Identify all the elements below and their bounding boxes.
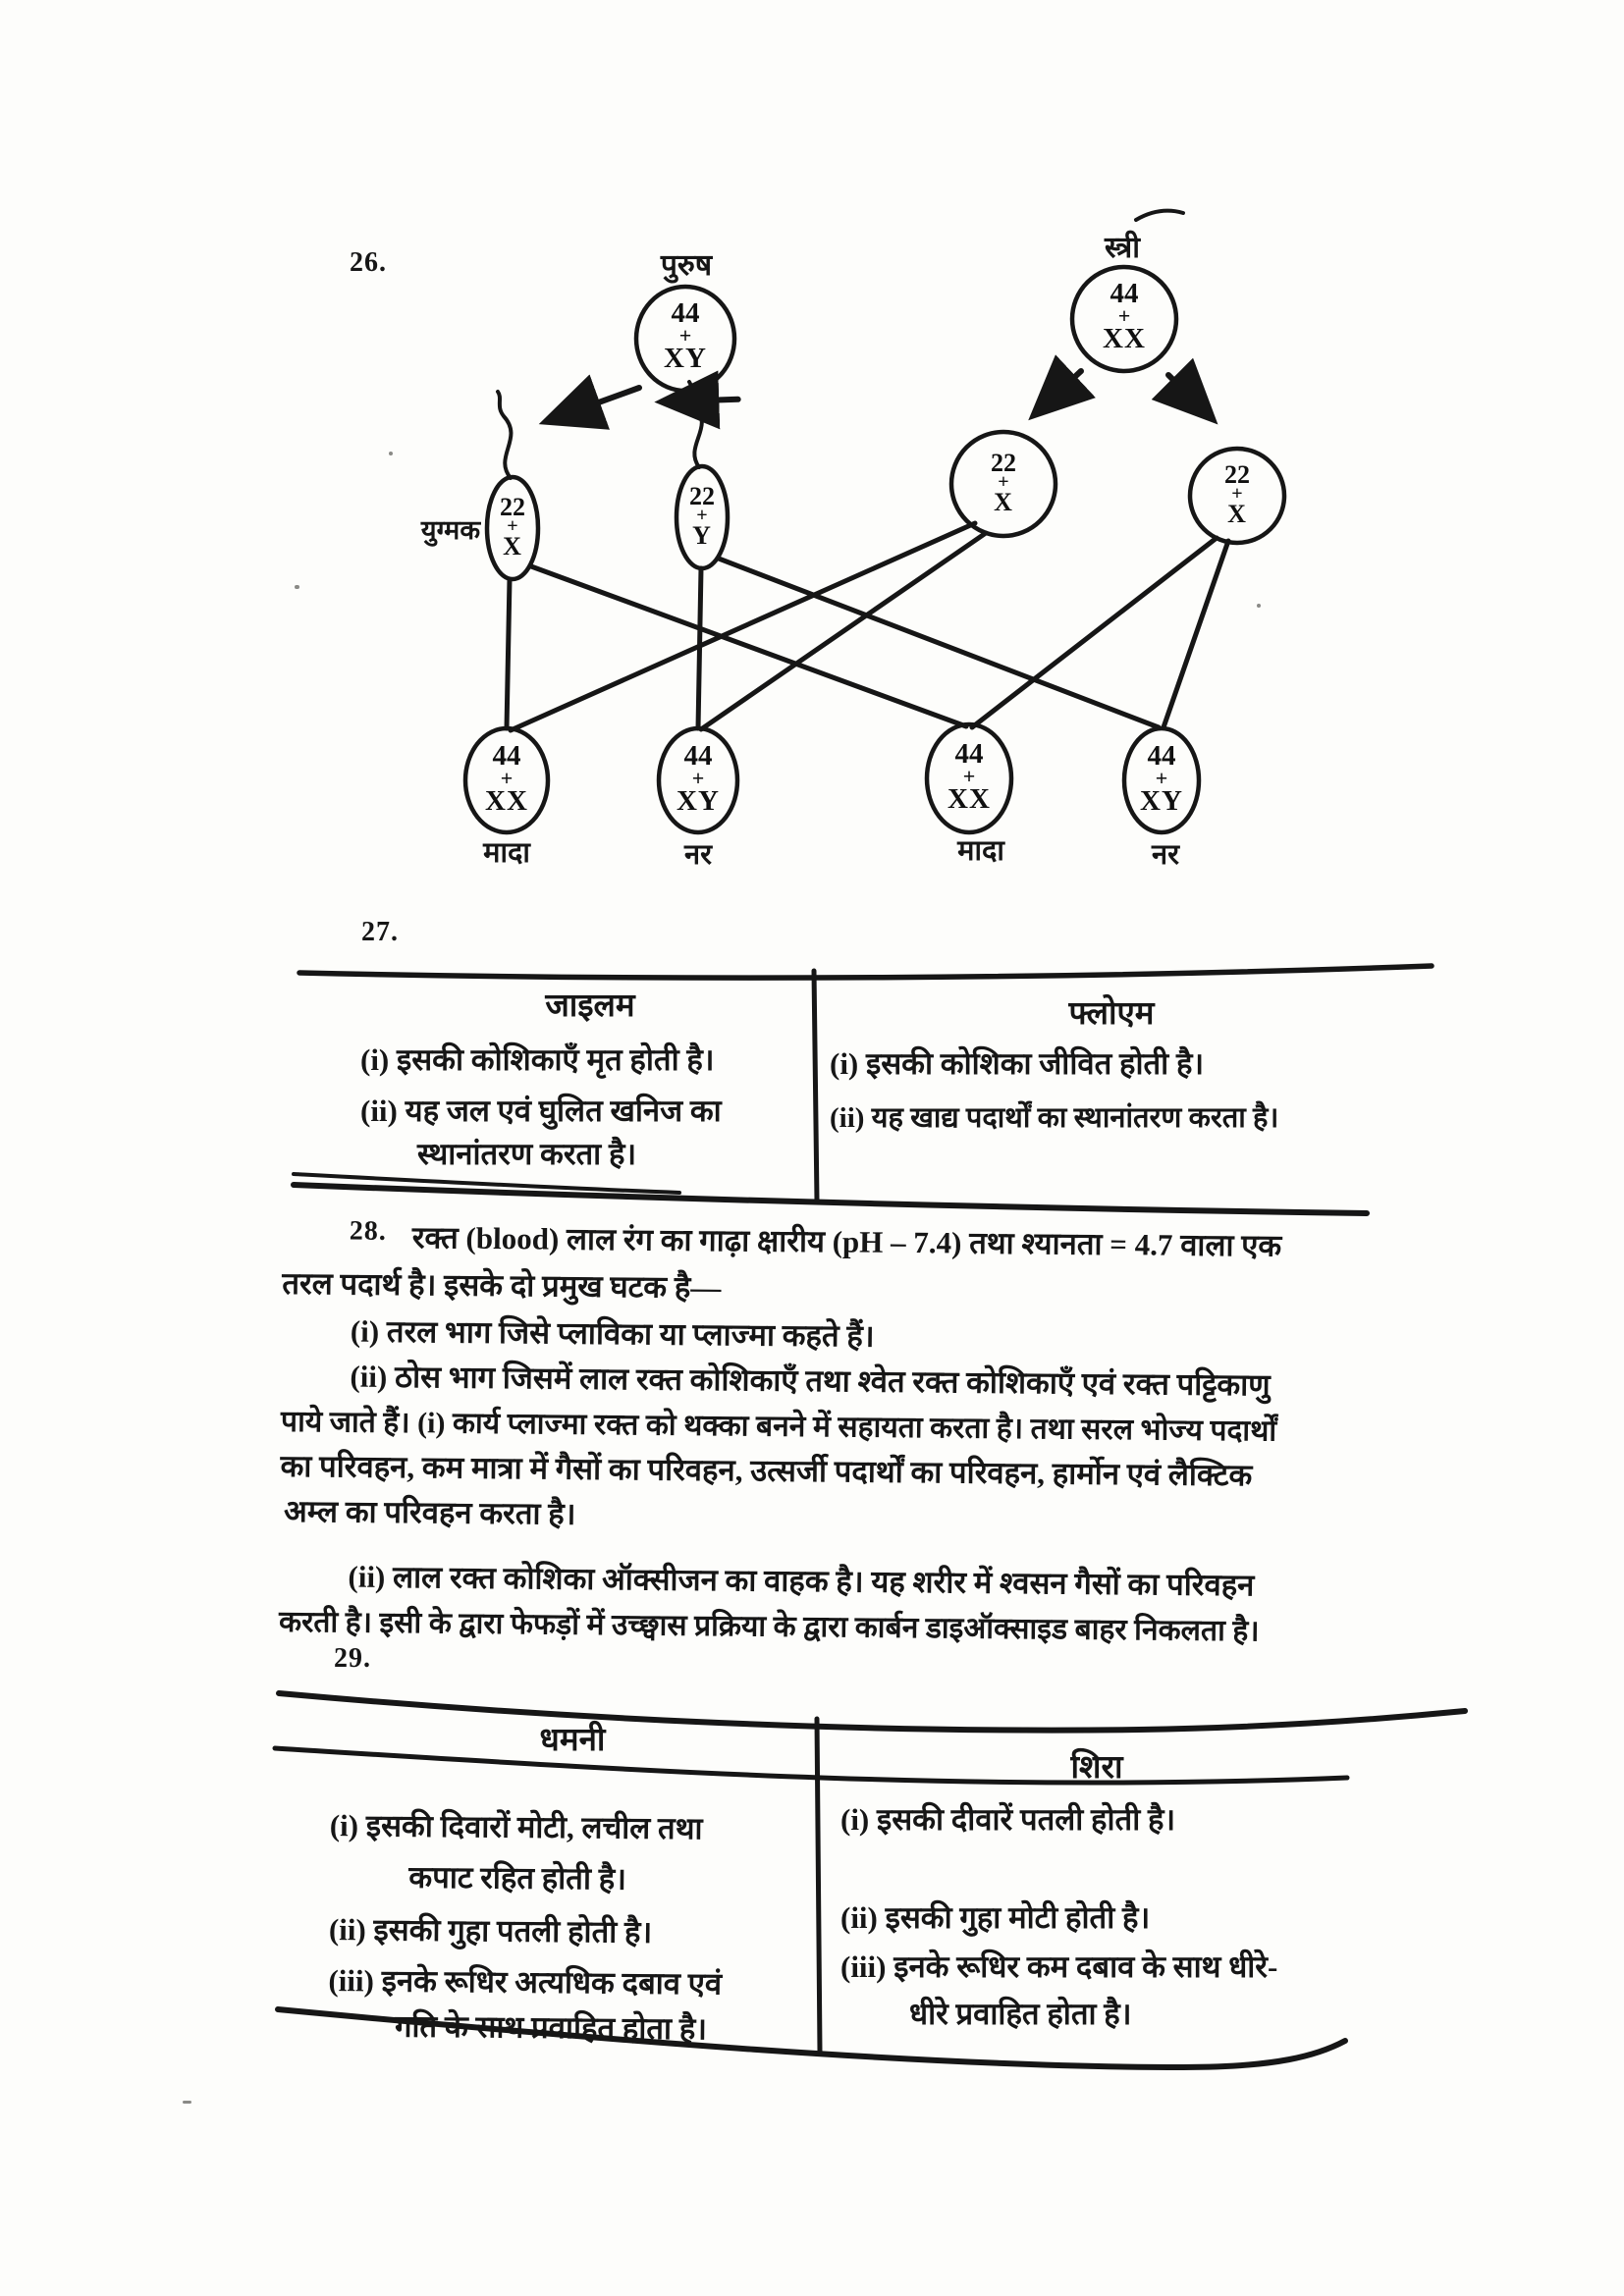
table29-right-row: (i) इसकी दीवारें पतली होती है। [840, 1802, 1176, 1837]
male-parent-genotype: 44 + XY [664, 297, 707, 374]
offspring1-genotype: 44 + XX [485, 740, 528, 817]
table27-right-row: (ii) यह खाद्य पदार्थों का स्थानांतरण करता है। [830, 1102, 1279, 1134]
gamete-label: युग्मक [420, 515, 481, 545]
table29-left-row: (iii) इनके रूधिर अत्यधिक दबाव एवं [328, 1962, 723, 2002]
table27-left-row: स्थानांतरण करता है। [417, 1137, 637, 1171]
offspring3-sex-label: मादा [957, 835, 1004, 867]
offspring3-genotype: 44 + XX [947, 738, 991, 815]
gamete3-genotype: 22 + X [991, 449, 1016, 516]
para28-line: रक्त (blood) लाल रंग का गाढ़ा क्षारीय (pH – 7.4) तथा श्यानता = 4.7 वाला एक [411, 1220, 1282, 1263]
table27-left-header: जाइलम [545, 988, 635, 1024]
offspring4-genotype: 44 + XY [1140, 740, 1183, 817]
table29-left-row: (ii) इसकी गुहा पतली होती है। [328, 1911, 653, 1949]
table29-left-row: कपाट रहित होती है। [408, 1859, 627, 1896]
question-number-26: 26. [350, 247, 387, 278]
question-number-27: 27. [361, 917, 399, 947]
table29-right-row: (ii) इसकी गुहा मोटी होती है। [840, 1900, 1151, 1935]
para28-line: का परिवहन, कम मात्रा में गैसों का परिवहन, उत्सर्जी पदार्थों का परिवहन, हार्मोन एवं लैक्टिक [280, 1448, 1253, 1493]
table29-right-header: शिरा [1070, 1750, 1123, 1786]
table27-right-header: फ्लोएम [1068, 996, 1155, 1032]
offspring1-sex-label: मादा [483, 837, 530, 869]
para28-line: पाये जाते हैं। (i) कार्य प्लाज्मा रक्त को थक्का बनने में सहायता करता है। तथा सरल भोज्य पदार्थों [280, 1405, 1277, 1448]
table29-left-row: (i) इसकी दिवारों मोटी, लचील तथा [329, 1807, 703, 1846]
para28-line: करती है। इसी के द्वारा फेफड़ों में उच्छ्वास प्रक्रिया के द्वारा कार्बन डाइऑक्साइड बाहर निकलता है। [278, 1605, 1260, 1648]
table27-left-row: (i) इसकी कोशिकाएँ मृत होती है। [360, 1042, 715, 1077]
offspring4-sex-label: नर [1152, 839, 1179, 871]
para28-line: (i) तरल भाग जिसे प्लाविका या प्लाज्मा कहते हैं। [350, 1313, 875, 1354]
gamete2-genotype: 22 + Y [689, 482, 715, 550]
offspring2-genotype: 44 + XY [677, 740, 720, 817]
para28-line: (ii) लाल रक्त कोशिका ऑक्सीजन का वाहक है। यह शरीर में श्वसन गैसों का परिवहन [348, 1559, 1255, 1603]
table27-left-row: (ii) यह जल एवं घुलित खनिज का [360, 1094, 722, 1128]
offspring2-sex-label: नर [684, 839, 712, 871]
para28-line: (ii) ठोस भाग जिसमें लाल रक्त कोशिकाएँ तथा श्वेत रक्त कोशिकाएँ एवं रक्त पट्टिकाणु [350, 1359, 1271, 1403]
para28-line: तरल पदार्थ है। इसके दो प्रमुख घटक है— [282, 1265, 722, 1306]
table29-right-row: (iii) इनके रूधिर कम दबाव के साथ धीरे- [840, 1949, 1278, 1984]
gamete1-genotype: 22 + X [500, 493, 525, 561]
table29-left-header: धमनी [539, 1723, 606, 1758]
table27-right-row: (i) इसकी कोशिका जीवित होती है। [830, 1046, 1205, 1081]
table29-right-row: धीरे प्रवाहित होता है। [909, 1997, 1132, 2031]
question-number-28: 28. [349, 1215, 388, 1247]
table29-left-row: गति के साथ प्रवाहित होता है। [394, 2008, 708, 2047]
para28-line: अम्ल का परिवहन करता है। [283, 1493, 576, 1531]
male-label: पुरुष [660, 249, 713, 282]
female-parent-genotype: 44 + XX [1103, 278, 1146, 354]
female-label: स्त्री [1105, 232, 1140, 264]
question-number-29: 29. [334, 1643, 371, 1674]
gamete4-genotype: 22 + X [1224, 460, 1250, 528]
